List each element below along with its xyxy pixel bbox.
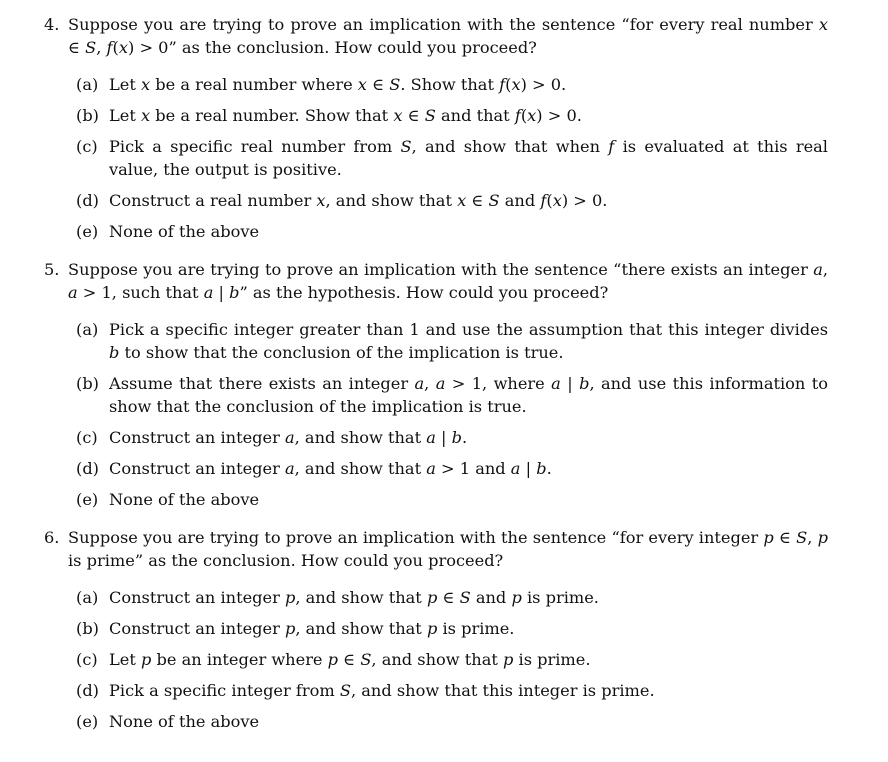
option-b[interactable]: (b) Assume that there exists an integer a, a > 1, where a | b, and use this information to show that the conclusion of the implication is true. — [76, 374, 828, 416]
problem-number: 5. — [44, 260, 60, 279]
option-label: (e) — [76, 712, 99, 731]
option-d[interactable]: (d) Pick a specific integer from S, and show that this integer is prime. — [76, 681, 655, 700]
option-label: (a) — [76, 75, 99, 94]
answer-options — [68, 318, 828, 511]
problem-stem: Suppose you are trying to prove an implication with the sentence “for every real number x ∈ S, f(x) > 0” as the conclusion. How could you proceed? — [68, 15, 828, 57]
option-e[interactable]: (e) None of the above — [76, 712, 260, 731]
option-label: (b) — [76, 619, 99, 638]
problem-number: 4. — [44, 15, 60, 34]
option-label: (c) — [76, 428, 98, 447]
option-e[interactable]: (e) None of the above — [76, 490, 260, 509]
answer-options — [68, 73, 828, 243]
option-b[interactable]: (b) Let x be a real number. Show that x ∈ S and that f(x) > 0. — [76, 106, 582, 125]
problem-6 — [44, 526, 828, 733]
option-d[interactable]: (d) Construct a real number x, and show that x ∈ S and f(x) > 0. — [76, 191, 608, 210]
option-c[interactable]: (c) Let p be an integer where p ∈ S, and show that p is prime. — [76, 650, 591, 669]
problem-4 — [44, 13, 828, 243]
option-label: (b) — [76, 106, 99, 125]
option-label: (d) — [76, 681, 99, 700]
answer-options — [68, 586, 828, 733]
problem-number: 6. — [44, 528, 60, 547]
problem-5 — [44, 258, 828, 511]
option-c[interactable]: (c) Pick a specific real number from S, and show that when f is evaluated at this real value, the output is positive. — [76, 137, 828, 179]
option-label: (e) — [76, 490, 99, 509]
option-label: (d) — [76, 191, 99, 210]
option-a[interactable]: (a) Construct an integer p, and show that p ∈ S and p is prime. — [76, 588, 599, 607]
option-a[interactable]: (a) Let x be a real number where x ∈ S. Show that f(x) > 0. — [76, 75, 567, 94]
option-b[interactable]: (b) Construct an integer p, and show that p is prime. — [76, 619, 515, 638]
option-label: (a) — [76, 588, 99, 607]
option-label: (d) — [76, 459, 99, 478]
option-label: (e) — [76, 222, 99, 241]
option-label: (c) — [76, 650, 98, 669]
option-label: (b) — [76, 374, 99, 393]
option-label: (c) — [76, 137, 98, 156]
problem-stem: Suppose you are trying to prove an implication with the sentence “there exists an integer a, a > 1, such that a | b” as the hypothesis. How could you proceed? — [68, 260, 828, 302]
problem-stem: Suppose you are trying to prove an implication with the sentence “for every integer p ∈ S, p is prime” as the conclusion. How could you proceed? — [68, 528, 828, 570]
option-e[interactable]: (e) None of the above — [76, 222, 260, 241]
option-d[interactable]: (d) Construct an integer a, and show that a > 1 and a | b. — [76, 459, 552, 478]
option-a[interactable]: (a) Pick a specific integer greater than 1 and use the assumption that this integer divides b to show that the conclusion of the implication is true. — [76, 320, 828, 362]
option-c[interactable]: (c) Construct an integer a, and show that a | b. — [76, 428, 468, 447]
option-label: (a) — [76, 320, 99, 339]
